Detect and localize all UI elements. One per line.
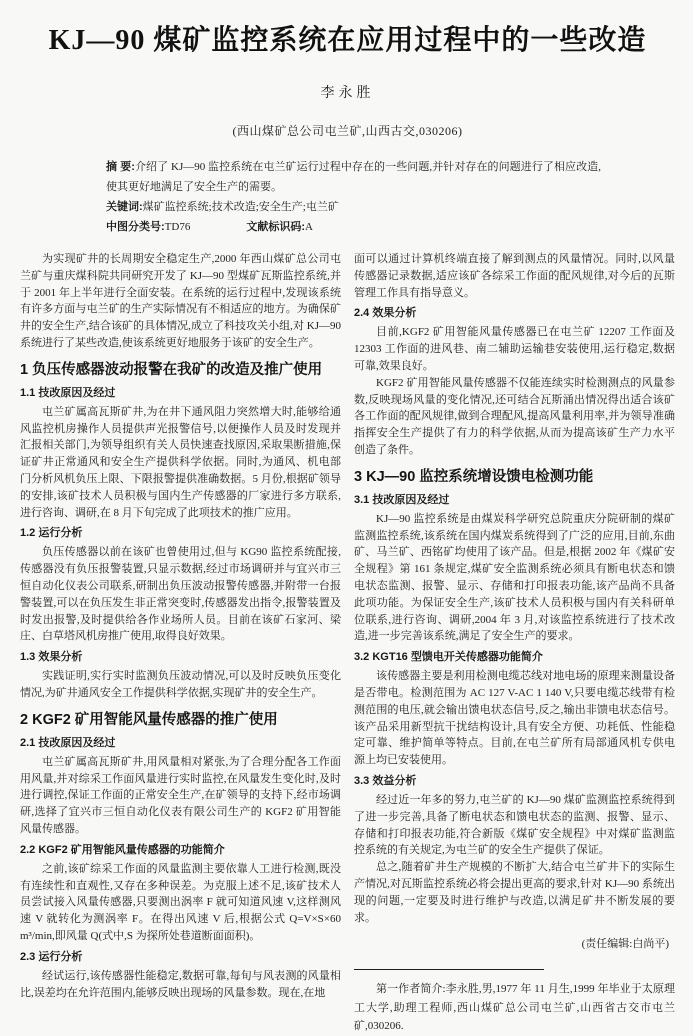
paragraph-2-4a: 目前,KGF2 矿用智能风量传感器已在屯兰矿 12207 工作面及 12303 工作面的进风巷、南二辅助运输巷安装使用,运行稳定,数据可靠,效果良好。	[354, 326, 675, 372]
paragraph-1-3: 实践证明,实行实时监测负压波动情况,可以及时反映负压变化情况,为矿井通风安全工作提供科学依据,实现矿井的安全生产。	[20, 670, 341, 699]
keywords-row	[106, 197, 601, 217]
abstract-label: 摘 要:	[106, 161, 135, 173]
paper-title: KJ—90 煤矿监控系统在应用过程中的一些改造	[48, 25, 647, 56]
subsection-heading-3-2: 3.2 KGT16 型馈电开关传感器功能简介	[354, 651, 543, 664]
keywords-text: 煤矿监控系统;技术改造;安全生产;屯兰矿	[142, 201, 339, 213]
subsection-heading-2-4: 2.4 效果分析	[354, 307, 417, 320]
bio-divider	[354, 969, 544, 970]
subsection-heading-1-3: 1.3 效果分析	[20, 651, 83, 664]
abstract-text: 介绍了 KJ—90 监控系统在屯兰矿运行过程中存在的一些问题,并针对存在的问题进行了相应改造,使其更好地满足了安全生产的需要。	[106, 161, 601, 193]
column-right	[354, 251, 675, 1036]
paragraph-1-1: 屯兰矿属高瓦斯矿井,为在井下通风阻力突然增大时,能够给通风监控机房操作人员提供声光报警信号,以便操作人员及时发现并汇报相关部门,为领导组织有关人员快速查找原因,采取果断措施,保证矿井正常通风和安全生产提供科学依据。同时,为通风、机电部门分析风机负压上限、下限报警提供准确数据。5 月份,根据矿领导的安排,该矿技术人员积极与国内生产传感器的厂家进行多方联系,进行咨询、调研,在 8 月下旬完成了此项技术的推广应用。	[20, 405, 341, 519]
paragraph-3-2: 该传感器主要是利用检测电缆芯线对地电场的原理来测量设备是否带电。检测范围为 AC 127 V-AC 1 140 V,只要电缆芯线带有检测范围的电压,就会输出馈电状态信号,反之,输出非馈电状态信号。该产品采用新型抗干扰结构设计,具有安全方便、功耗低、性能稳定可靠、维护简单等特点。目前,在屯兰矿所有局部通风机专供电源上均已安装使用。	[354, 670, 675, 767]
subsection-heading-1-2: 1.2 运行分析	[20, 527, 83, 540]
doc-code-value: A	[305, 221, 313, 233]
column-left	[20, 251, 341, 1036]
doc-code-label: 文献标识码:	[246, 221, 306, 233]
abstract-block	[106, 157, 601, 237]
paragraph-2-1: 屯兰矿属高瓦斯矿井,用风量相对紧张,为了合理分配各工作面用风量,并对综采工作面风量进行实时监控,在风量发生变化时,及时进行调控,保证工作面的正常安全生产,在矿领导的支持下,经市场调研,选择了宜兴市三恒自动化仪表有限公司生产的 KGF2 矿用智能风量传感器。	[20, 755, 341, 835]
section-heading-3: 3 KJ—90 监控系统增设馈电检测功能	[354, 468, 594, 485]
abstract-row	[106, 157, 601, 197]
clc-label: 中图分类号:	[106, 221, 165, 233]
intro-paragraph: 为实现矿井的长周期安全稳定生产,2000 年西山煤矿总公司屯兰矿与重庆煤科院共同研究开发了 KJ—90 型煤矿瓦斯监控系统,并于 2001 年上半年进行全面安装。在系统的运行过程中,发现该系统有许多方面与屯兰矿的生产实际情况有不相适应的地方。为确保矿井的安全生产,结合该矿的具体情况,成立了科技攻关小组,对 KJ—90 系统进行了某些改造,使该系统更好地服务于该矿的安全生产。	[20, 253, 341, 349]
subsection-heading-1-1: 1.1 技改原因及经过	[20, 386, 116, 399]
paragraph-2-4b: KGF2 矿用智能风量传感器不仅能连续实时检测测点的风量参数,反映现场风量的变化情况,还可结合瓦斯涌出情况得出适合该矿各工作面的配风规律,做到合理配风,提高风量利用率,并为领导准确指挥安全生产提供了有力的科学依据,从而为提高该矿生产力水平创造了条件。	[354, 376, 675, 456]
author-name: 李永胜	[320, 86, 375, 101]
subsection-heading-2-1: 2.1 技改原因及经过	[20, 736, 116, 749]
subsection-heading-2-3: 2.3 运行分析	[20, 950, 83, 963]
classification-row	[106, 217, 601, 237]
paragraph-3-3: 经过近一年多的努力,屯兰矿的 KJ—90 煤矿监测监控系统得到了进一步完善,具备了断电状态和馈电状态的监测、报警、显示、存储和打印报表功能,符合新版《煤矿安全规程》中对煤矿监测监控系统的有关规定,为屯兰矿的安全生产提供了保证。	[354, 793, 675, 857]
subsection-heading-2-2: 2.2 KGF2 矿用智能风量传感器的功能简介	[20, 843, 225, 856]
paragraph-3-1: KJ—90 监控系统是由煤炭科学研究总院重庆分院研制的煤矿监测监控系统,该系统在国内煤炭系统得到了广泛的应用,目前,东曲矿、马兰矿、西铭矿均使用了该产品。但是,根据 2002 年《煤矿安全规程》第 161 条规定,煤矿安全监测系统必须具有断电状态和馈电状态监测、报警、显示、存储和打印报表功能,该产品尚不具备此项功能。为保证安全生产,该矿技术人员积极与国内有关科研单位联系,进行咨询、调研,2004 年 3 月,对该监控系统进行了技术改造,进一步完善该系统,满足了安全生产的要求。	[354, 512, 675, 643]
paragraph-1-2: 负压传感器以前在该矿也曾使用过,但与 KG90 监控系统配接,传感器没有负压报警装置,只显示数据,经过市场调研并与宜兴市三恒自动化仪表公司联系,研制出负压波动报警传感器,并附带一台报警装置,可以在负压发生非正常突变时,传感器发出指令,报警装置及时发出报警,及时提供给各作业场所人员。目前在该矿石家河、梁庄、白草塔风机房推广使用,取得良好效果。	[20, 546, 341, 643]
affiliation: (西山煤矿总公司屯兰矿,山西古交,030206)	[232, 124, 463, 138]
two-column-body	[20, 251, 675, 1036]
editor-credit: (责任编辑:白尚平)	[581, 938, 669, 951]
keywords-label: 关键词:	[106, 201, 143, 213]
clc-value: TD76	[164, 221, 191, 233]
conclusion-paragraph: 总之,随着矿井生产规模的不断扩大,结合屯兰矿井下的实际生产情况,对瓦斯监控系统必将会提出更高的要求,针对 KJ—90 系统出现的问题,一定要及时进行维护与改造,以满足矿井不断发展的要求。	[354, 861, 675, 924]
section-heading-2: 2 KGF2 矿用智能风量传感器的推广使用	[20, 711, 278, 728]
subsection-heading-3-3: 3.3 效益分析	[354, 774, 417, 787]
subsection-heading-3-1: 3.1 技改原因及经过	[354, 493, 450, 506]
paragraph-2-3-continued: 面可以通过计算机终端直接了解到测点的风量情况。同时,以风量传感器记录数据,适应该矿各综采工作面的配风规律,对今后的瓦斯管理工作具有指导意义。	[354, 253, 675, 299]
section-heading-1: 1 负压传感器波动报警在我矿的改造及推广使用	[20, 361, 323, 378]
author-bio: 第一作者简介:李永胜,男,1977 年 11 月生,1999 年毕业于太原理工大学,助理工程师,西山煤矿总公司屯兰矿,山西省古交市屯兰矿,030206.	[354, 983, 675, 1033]
paragraph-2-2: 之前,该矿综采工作面的风量监测主要依靠人工进行检测,既没有连续性和直观性,又存在多种误差。为克服上述不足,该矿技术人员尝试接入风量传感器,只要测出涡率 F 就可知道风速 V,这样测风速 V 就转化为测涡率 F。在得出风速 V 后,根据公式 Q=V×S×60 m³/min,即风量 Q(式中,S 为探所处巷道断面面积)。	[20, 862, 341, 942]
paragraph-2-3: 经试运行,该传感器性能稳定,数据可靠,每旬与风表测的风量相比,误差均在允许范围内,能够反映出现场的风量参数。现在,在地	[20, 969, 341, 999]
